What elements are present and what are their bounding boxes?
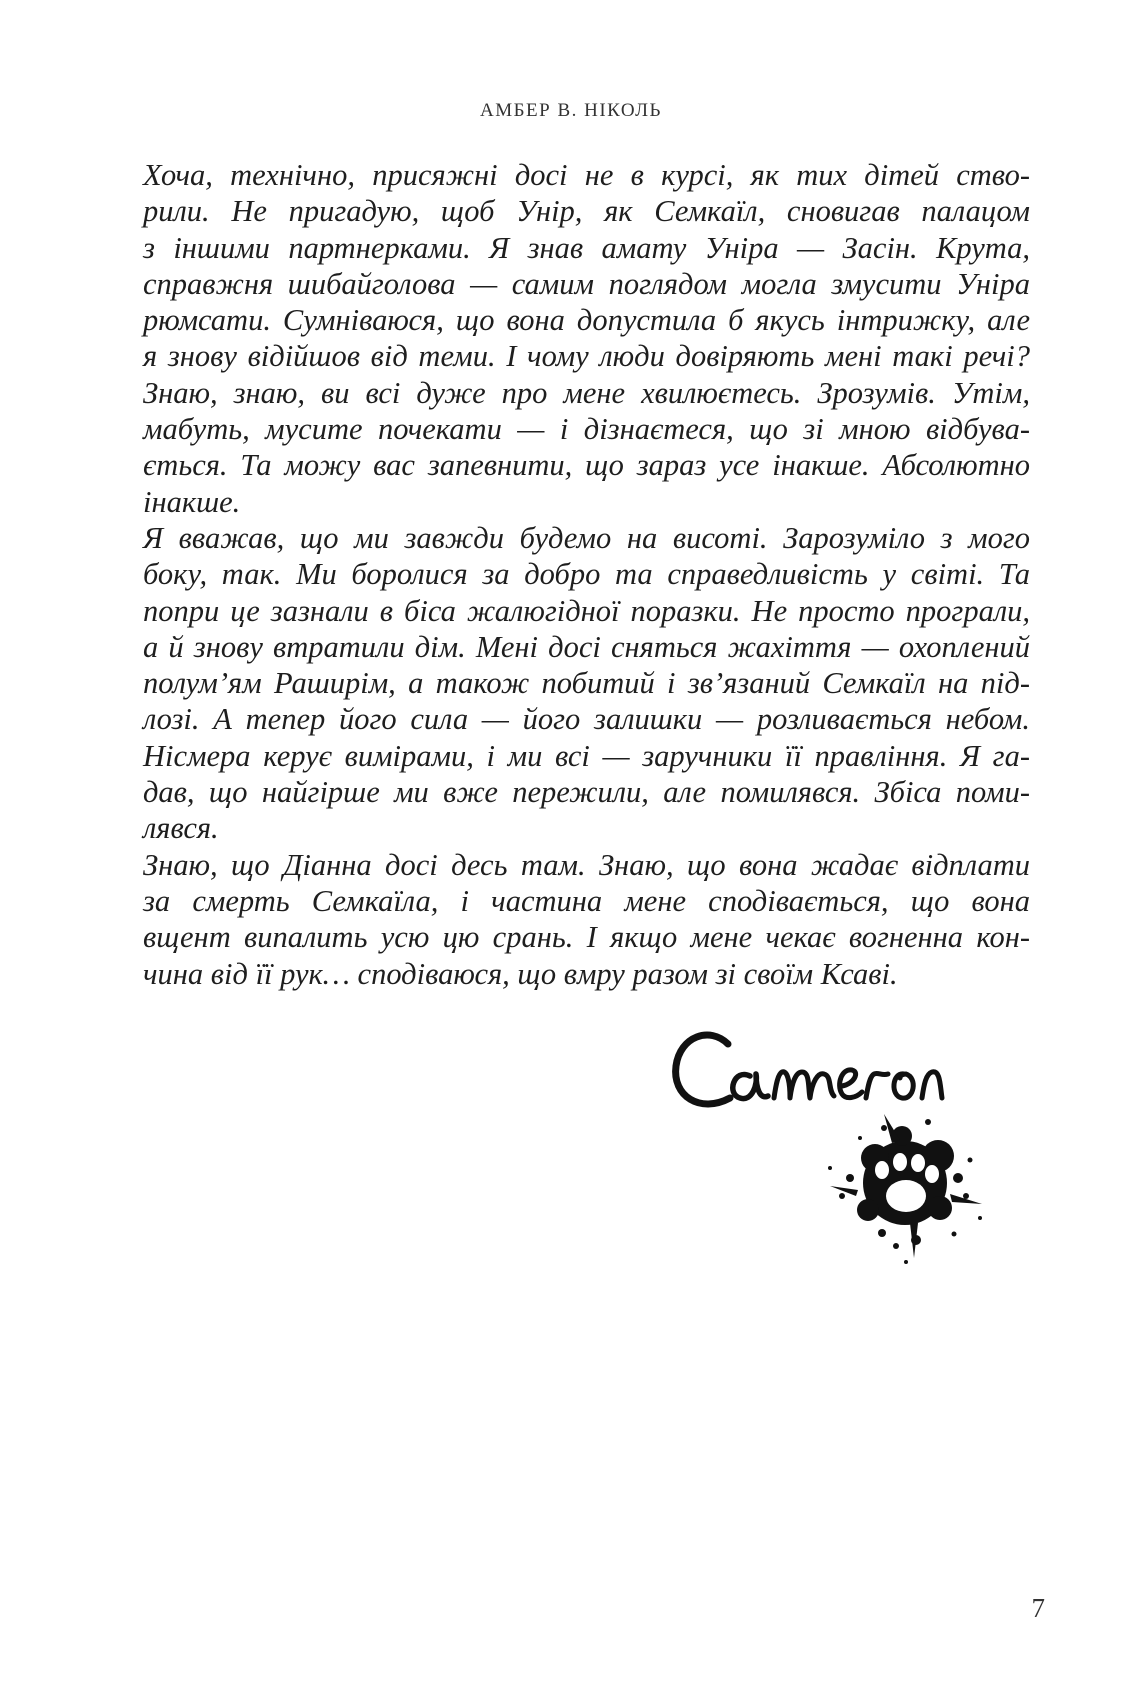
text-line: полум’ям Раширім, а також побитий і зв’язаний Семкаїл на під- xyxy=(143,666,1030,701)
text-line: мабуть, мусите почекати — і дізнаєтеся, що зі мною відбува- xyxy=(143,412,1030,447)
text-line: інакше. xyxy=(143,484,241,519)
text-line: Знаю, знаю, ви всі дуже про мене хвилюєтесь. Зрозумів. Утім, xyxy=(143,375,1030,410)
text-line: вщент випалить усю цю срань. І якщо мене чекає вогненна кон- xyxy=(143,920,1030,955)
body-text xyxy=(143,157,1030,992)
text-line: рили. Не пригадую, щоб Унір, як Семкаїл, сновигав палацом xyxy=(143,194,1030,229)
paragraph-2 xyxy=(143,375,1030,520)
text-line: справжня шибайголова — самим поглядом могла змусити Уніра xyxy=(143,266,1030,301)
text-line: ється. Та можу вас запевнити, що зараз усе інакше. Абсолютно xyxy=(143,448,1030,483)
text-line: боку, так. Ми боролися за добро та справедливість у світі. Та xyxy=(143,557,1030,592)
text-line: чина від її рук… сподіваюся, що вмру разом зі своїм Ксаві. xyxy=(143,956,898,991)
text-line: а й знову втратили дім. Мені досі сняться жахіття — охоплений xyxy=(143,629,1030,664)
text-line: Знаю, що Діанна досі десь там. Знаю, що вона жадає відплати xyxy=(143,847,1030,882)
paragraph-4 xyxy=(143,847,1030,992)
text-line: з іншими партнерками. Я знав амату Уніра — Засін. Крута, xyxy=(143,230,1030,265)
text-line: дав, що найгірше ми вже пережили, але помилявся. Збіса поми- xyxy=(143,775,1030,810)
text-line: Хоча, технічно, присяжні досі не в курсі, як тих дітей ство- xyxy=(143,158,1030,192)
text-line: лявся. xyxy=(143,811,219,846)
text-line: рюмсати. Сумніваюся, що вона допустила б якусь інтрижку, але xyxy=(143,303,1030,338)
text-line: я знову відійшов від теми. І чому люди довіряють мені такі речі? xyxy=(143,339,1030,374)
running-header: АМБЕР В. НІКОЛЬ xyxy=(480,100,662,121)
text-line: лозі. А тепер його сила — його залишки — розливається небом. xyxy=(143,702,1030,737)
signature-cameron xyxy=(670,1018,1000,1278)
text-line: попри це зазнали в біса жалюгідної поразки. Не просто програли, xyxy=(143,593,1030,628)
page-number: 7 xyxy=(1031,1593,1045,1623)
text-line: Я вважав, що ми завжди будемо на висоті. Зарозуміло з мого xyxy=(143,520,1030,555)
text-line: Нісмера керує вимірами, і ми всі — заручники її правління. Я га- xyxy=(143,738,1030,773)
paragraph-3 xyxy=(143,520,1030,847)
text-line: за смерть Семкаїла, і частина мене сподівається, що вона xyxy=(143,883,1030,918)
paragraph-1 xyxy=(143,157,1030,375)
